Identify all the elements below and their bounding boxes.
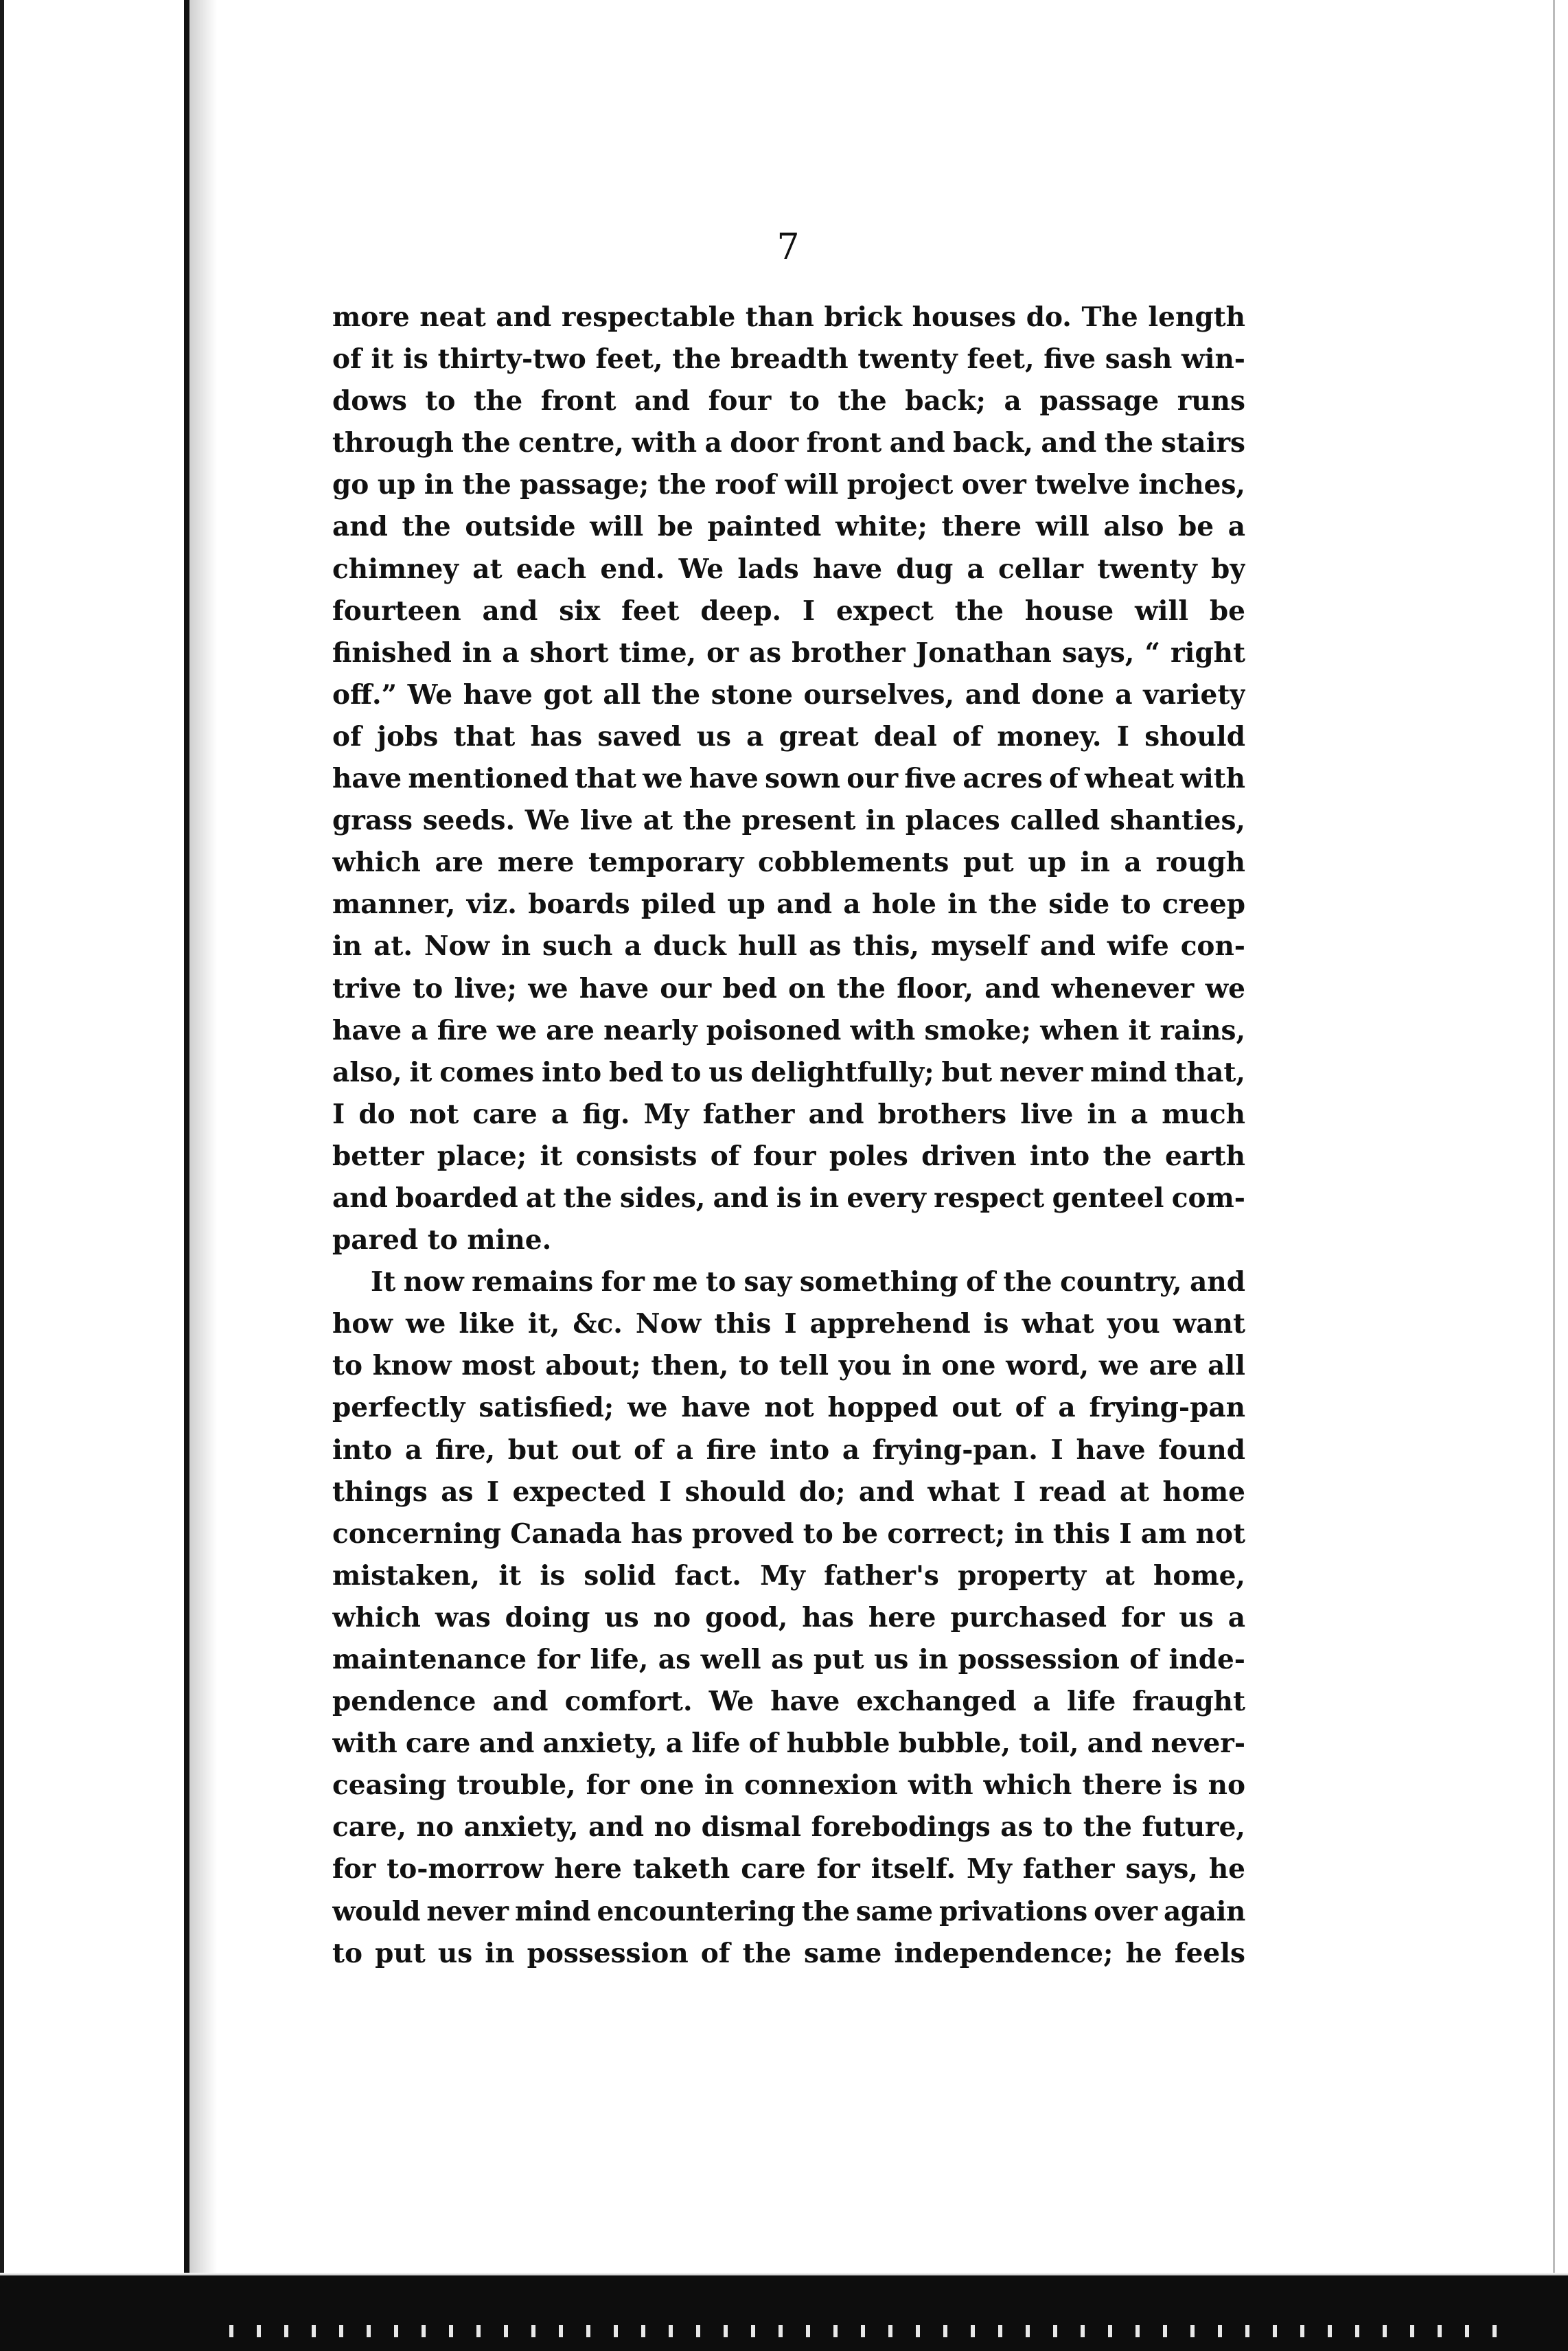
body-line: which was doing us no good, has here purchased for us a [332,1601,1245,1633]
body-line: how we like it, &c. Now this I apprehend is what you want [332,1308,1245,1340]
body-line: maintenance for life, as well as put us in possession of inde- [332,1644,1245,1675]
page-edge-line [1553,0,1555,2351]
body-line: pared to mine. [332,1224,552,1257]
body-line-paragraph-start: It now remains for me to say something of the country, and [371,1266,1245,1298]
body-line: have mentioned that we have sown our five acres of wheat with [332,763,1245,795]
body-line: concerning Canada has proved to be correct; in this I am not [332,1517,1245,1550]
body-line: would never mind encountering the same privations over again [332,1895,1245,1927]
body-line: chimney at each end. We lads have dug a cellar twenty by [332,553,1245,585]
body-line: to put us in possession of the same independence; he feels [332,1937,1245,1969]
body-line: have a fire we are nearly poisoned with smoke; when it rains, [332,1014,1245,1046]
left-binding-edge [0,0,4,2351]
body-line: also, it comes into bed to us delightfully; but never mind that, [332,1056,1245,1088]
body-line: through the centre, with a door front and back, and the stairs [332,427,1245,459]
left-page [0,0,206,2351]
body-line: perfectly satisfied; we have not hopped out of a frying-pan [332,1392,1245,1424]
page-body-text [332,297,1245,1975]
body-line: in at. Now in such a duck hull as this, myself and wife con- [332,930,1245,963]
gutter-shadow [189,0,217,2351]
body-line: of it is thirty-two feet, the breadth twenty feet, five sash win- [332,343,1245,376]
gutter-line [184,0,189,2351]
body-line: which are mere temporary cobblements put up in a rough [332,847,1245,879]
body-line: and boarded at the sides, and is in every respect genteel com- [332,1182,1245,1214]
body-line: grass seeds. We live at the present in places called shanties, [332,805,1245,837]
body-line: fourteen and six feet deep. I expect the house will be [332,595,1245,627]
body-line: care, no anxiety, and no dismal forebodings as to the future, [332,1811,1245,1844]
body-line: to know most about; then, to tell you in one word, we are all [332,1350,1245,1382]
body-line: finished in a short time, or as brother Jonathan says, “ right [332,637,1245,669]
body-line: off.” We have got all the stone ourselves, and done a variety [332,678,1245,711]
page-number: 7 [776,227,800,268]
body-line: of jobs that has saved us a great deal of money. I should [332,720,1245,753]
body-line: I do not care a fig. My father and brothers live in a much [332,1098,1245,1130]
body-line: dows to the front and four to the back; a passage runs [332,385,1245,417]
body-line: mistaken, it is solid fact. My father's property at home, [332,1559,1245,1592]
body-line: manner, viz. boards piled up and a hole in the side to creep [332,888,1245,921]
body-line: and the outside will be painted white; there will also be a [332,511,1245,543]
scan-bottom-border [0,2275,1568,2351]
body-line: for to-morrow here taketh care for itself. My father says, he [332,1853,1245,1885]
scan-film-perforations [206,2325,1510,2337]
body-line: go up in the passage; the roof will project over twelve inches, [332,469,1245,501]
body-line: more neat and respectable than brick houses do. The length [332,301,1245,333]
body-line: trive to live; we have our bed on the floor, and whenever we [332,972,1245,1005]
body-line: into a fire, but out of a fire into a frying-pan. I have found [332,1434,1245,1466]
body-line: ceasing trouble, for one in connexion with which there is no [332,1769,1245,1802]
body-line: with care and anxiety, a life of hubble bubble, toil, and never- [332,1728,1245,1760]
body-line: better place; it consists of four poles driven into the earth [332,1140,1245,1172]
body-line: things as I expected I should do; and what I read at home [332,1476,1245,1508]
body-line: pendence and comfort. We have exchanged a life fraught [332,1686,1245,1718]
